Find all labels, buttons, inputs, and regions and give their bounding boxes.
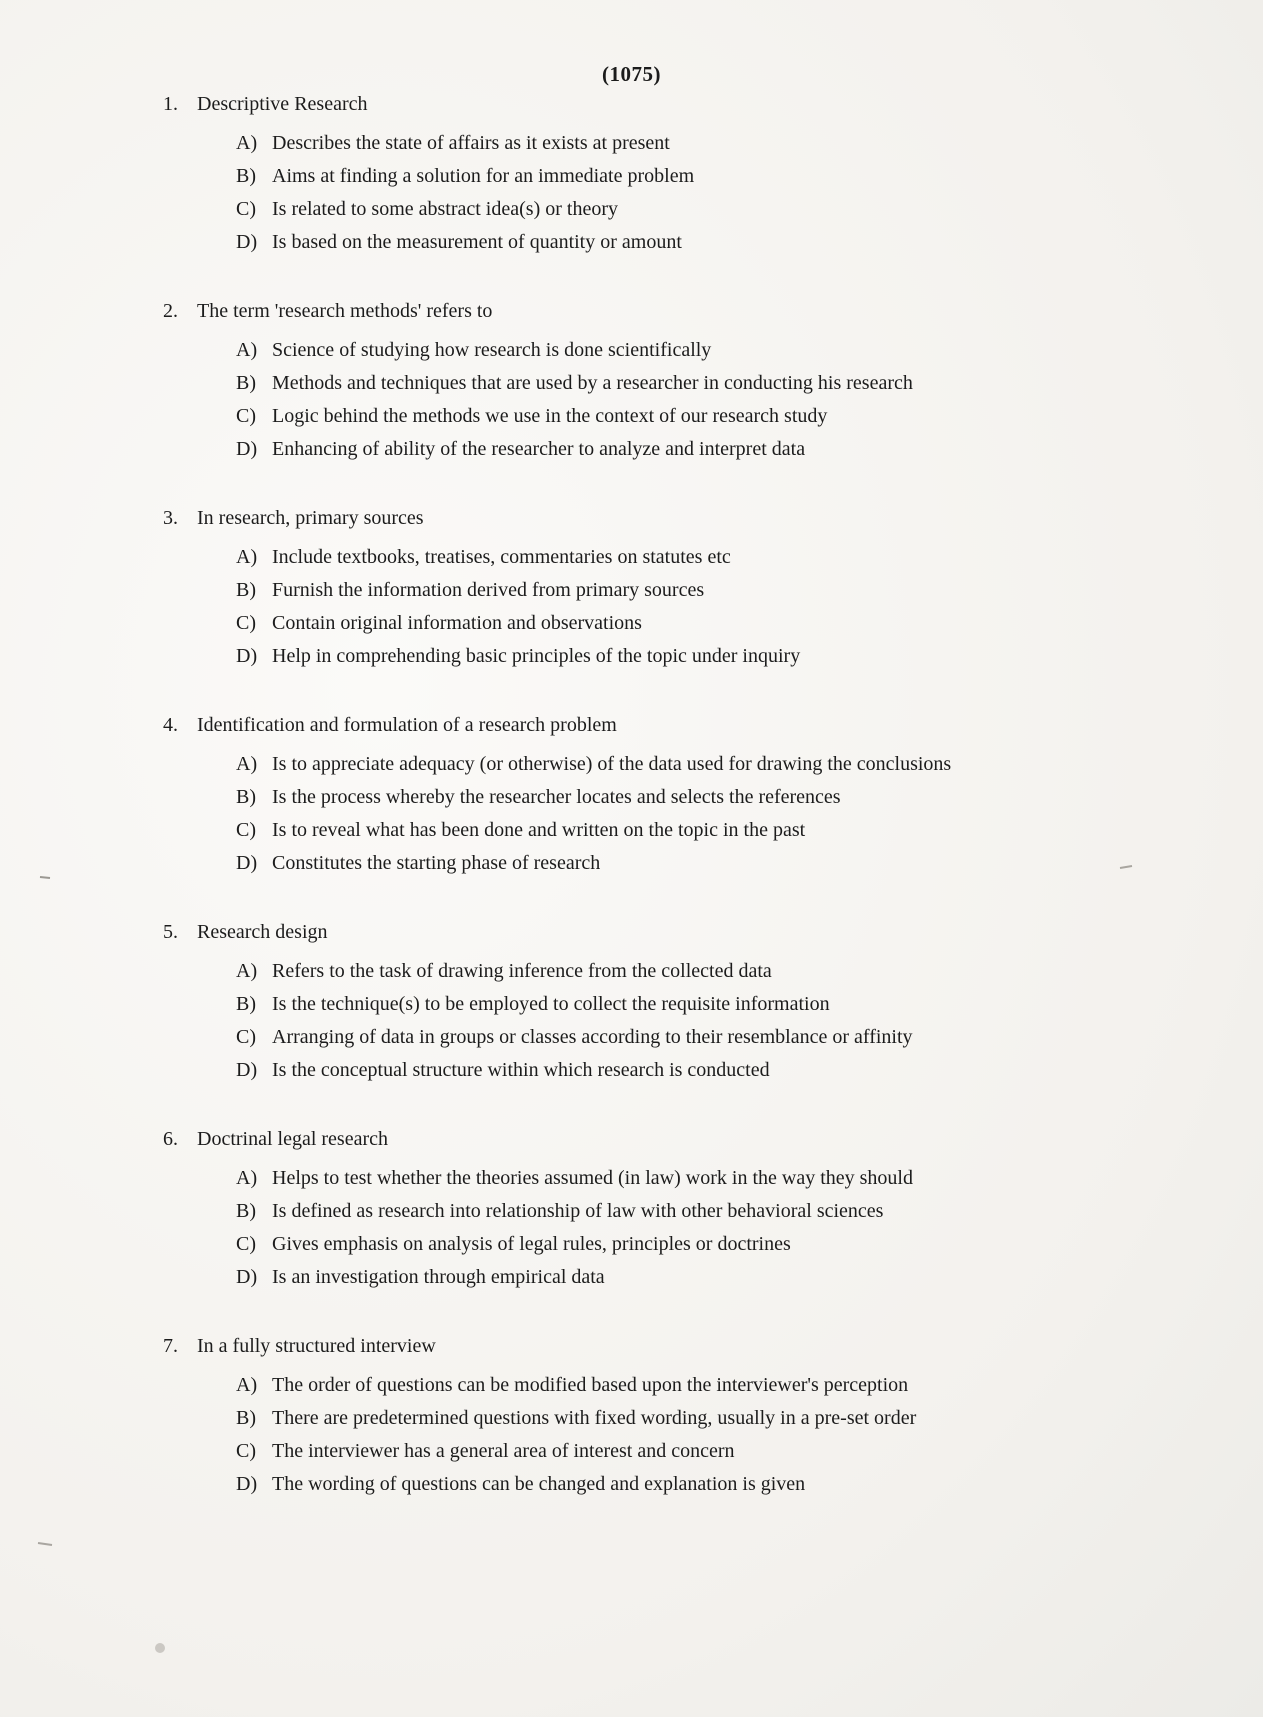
- question-stem: [163, 93, 367, 116]
- option-text: Is based on the measurement of quantity or amount: [272, 231, 682, 253]
- option-text: There are predetermined questions with fixed wording, usually in a pre-set order: [272, 1407, 917, 1429]
- option-text: The interviewer has a general area of interest and concern: [272, 1440, 735, 1462]
- option-text: Gives emphasis on analysis of legal rules, principles or doctrines: [272, 1233, 791, 1255]
- option-text: Methods and techniques that are used by a researcher in conducting his research: [272, 372, 913, 394]
- option-b: [236, 993, 830, 1016]
- option-text: The order of questions can be modified based upon the interviewer's perception: [272, 1374, 909, 1396]
- option-letter: A): [236, 546, 258, 568]
- option-letter: D): [236, 231, 258, 253]
- option-letter: B): [236, 165, 256, 187]
- question-number: 6.: [163, 1128, 178, 1150]
- option-c: [236, 405, 827, 428]
- question-text: The term 'research methods' refers to: [197, 300, 493, 322]
- option-a: [236, 546, 731, 569]
- option-letter: B): [236, 579, 256, 601]
- option-letter: A): [236, 1167, 258, 1189]
- option-a: [236, 339, 711, 362]
- option-d: [236, 645, 800, 668]
- question-text: Doctrinal legal research: [197, 1128, 389, 1150]
- scan-mark: [1120, 866, 1132, 868]
- option-letter: B): [236, 372, 256, 394]
- question-number: 2.: [163, 300, 178, 322]
- question-stem: [163, 507, 424, 530]
- option-b: [236, 1407, 916, 1430]
- option-letter: C): [236, 1026, 256, 1048]
- option-text: Is to appreciate adequacy (or otherwise) of the data used for drawing the conclusions: [272, 753, 952, 775]
- option-b: [236, 372, 913, 395]
- scan-speck: [155, 1643, 165, 1653]
- question-number: 5.: [163, 921, 178, 943]
- option-d: [236, 1059, 770, 1082]
- option-c: [236, 1440, 735, 1463]
- option-letter: B): [236, 993, 256, 1015]
- option-text: Helps to test whether the theories assumed (in law) work in the way they should: [272, 1167, 913, 1189]
- option-b: [236, 165, 694, 188]
- option-text: Is to reveal what has been done and written on the topic in the past: [272, 819, 806, 841]
- option-letter: A): [236, 132, 258, 154]
- option-c: [236, 1233, 791, 1256]
- option-text: Is the technique(s) to be employed to collect the requisite information: [272, 993, 830, 1015]
- question-stem: [163, 300, 492, 323]
- option-text: Help in comprehending basic principles of the topic under inquiry: [272, 645, 801, 667]
- option-d: [236, 438, 805, 461]
- option-text: Aims at finding a solution for an immediate problem: [272, 165, 695, 187]
- option-d: [236, 852, 600, 875]
- question-stem: [163, 1128, 388, 1151]
- option-text: Is the conceptual structure within which research is conducted: [272, 1059, 770, 1081]
- question-text: Identification and formulation of a research problem: [197, 714, 617, 736]
- option-letter: A): [236, 960, 258, 982]
- option-text: Is defined as research into relationship of law with other behavioral sciences: [272, 1200, 884, 1222]
- page-number: (1075): [602, 62, 661, 86]
- option-d: [236, 231, 682, 254]
- option-text: Is the process whereby the researcher locates and selects the references: [272, 786, 841, 808]
- question-stem: [163, 714, 617, 737]
- option-letter: D): [236, 1266, 258, 1288]
- question-number: 7.: [163, 1335, 178, 1357]
- option-text: Is related to some abstract idea(s) or theory: [272, 198, 618, 220]
- option-text: Describes the state of affairs as it exists at present: [272, 132, 670, 154]
- option-letter: D): [236, 852, 258, 874]
- option-a: [236, 960, 772, 983]
- option-letter: C): [236, 198, 256, 220]
- option-a: [236, 1167, 913, 1190]
- option-letter: A): [236, 753, 258, 775]
- question-number: 4.: [163, 714, 178, 736]
- option-text: Contain original information and observations: [272, 612, 642, 634]
- option-text: Furnish the information derived from primary sources: [272, 579, 705, 601]
- option-b: [236, 786, 841, 809]
- option-letter: B): [236, 1407, 256, 1429]
- option-letter: C): [236, 405, 256, 427]
- option-letter: A): [236, 339, 258, 361]
- question-text: In research, primary sources: [197, 507, 424, 529]
- option-text: Logic behind the methods we use in the context of our research study: [272, 405, 828, 427]
- question-number: 3.: [163, 507, 178, 529]
- question-text: In a fully structured interview: [197, 1335, 436, 1357]
- option-c: [236, 819, 805, 842]
- option-d: [236, 1473, 805, 1496]
- option-text: Science of studying how research is done scientifically: [272, 339, 712, 361]
- question-number: 1.: [163, 93, 178, 115]
- option-text: Enhancing of ability of the researcher to analyze and interpret data: [272, 438, 806, 460]
- option-b: [236, 579, 704, 602]
- scan-mark: [38, 1543, 52, 1545]
- option-text: Arranging of data in groups or classes according to their resemblance or affinity: [272, 1026, 913, 1048]
- option-text: Include textbooks, treatises, commentaries on statutes etc: [272, 546, 731, 568]
- option-letter: C): [236, 1440, 256, 1462]
- option-letter: A): [236, 1374, 258, 1396]
- option-letter: C): [236, 1233, 256, 1255]
- option-c: [236, 612, 642, 635]
- scan-mark: [40, 877, 50, 878]
- option-text: Is an investigation through empirical data: [272, 1266, 605, 1288]
- option-text: Constitutes the starting phase of research: [272, 852, 601, 874]
- option-letter: C): [236, 612, 256, 634]
- option-c: [236, 198, 618, 221]
- option-b: [236, 1200, 883, 1223]
- option-a: [236, 132, 670, 155]
- question-text: Research design: [197, 921, 328, 943]
- option-letter: B): [236, 1200, 256, 1222]
- option-a: [236, 753, 951, 776]
- option-letter: D): [236, 645, 258, 667]
- option-letter: B): [236, 786, 256, 808]
- option-text: The wording of questions can be changed and explanation is given: [272, 1473, 806, 1495]
- option-c: [236, 1026, 913, 1049]
- option-letter: D): [236, 1473, 258, 1495]
- option-d: [236, 1266, 605, 1289]
- option-letter: D): [236, 1059, 258, 1081]
- question-text: Descriptive Research: [197, 93, 368, 115]
- option-text: Refers to the task of drawing inference from the collected data: [272, 960, 772, 982]
- question-stem: [163, 1335, 436, 1358]
- option-letter: D): [236, 438, 258, 460]
- option-a: [236, 1374, 908, 1397]
- option-letter: C): [236, 819, 256, 841]
- question-stem: [163, 921, 328, 944]
